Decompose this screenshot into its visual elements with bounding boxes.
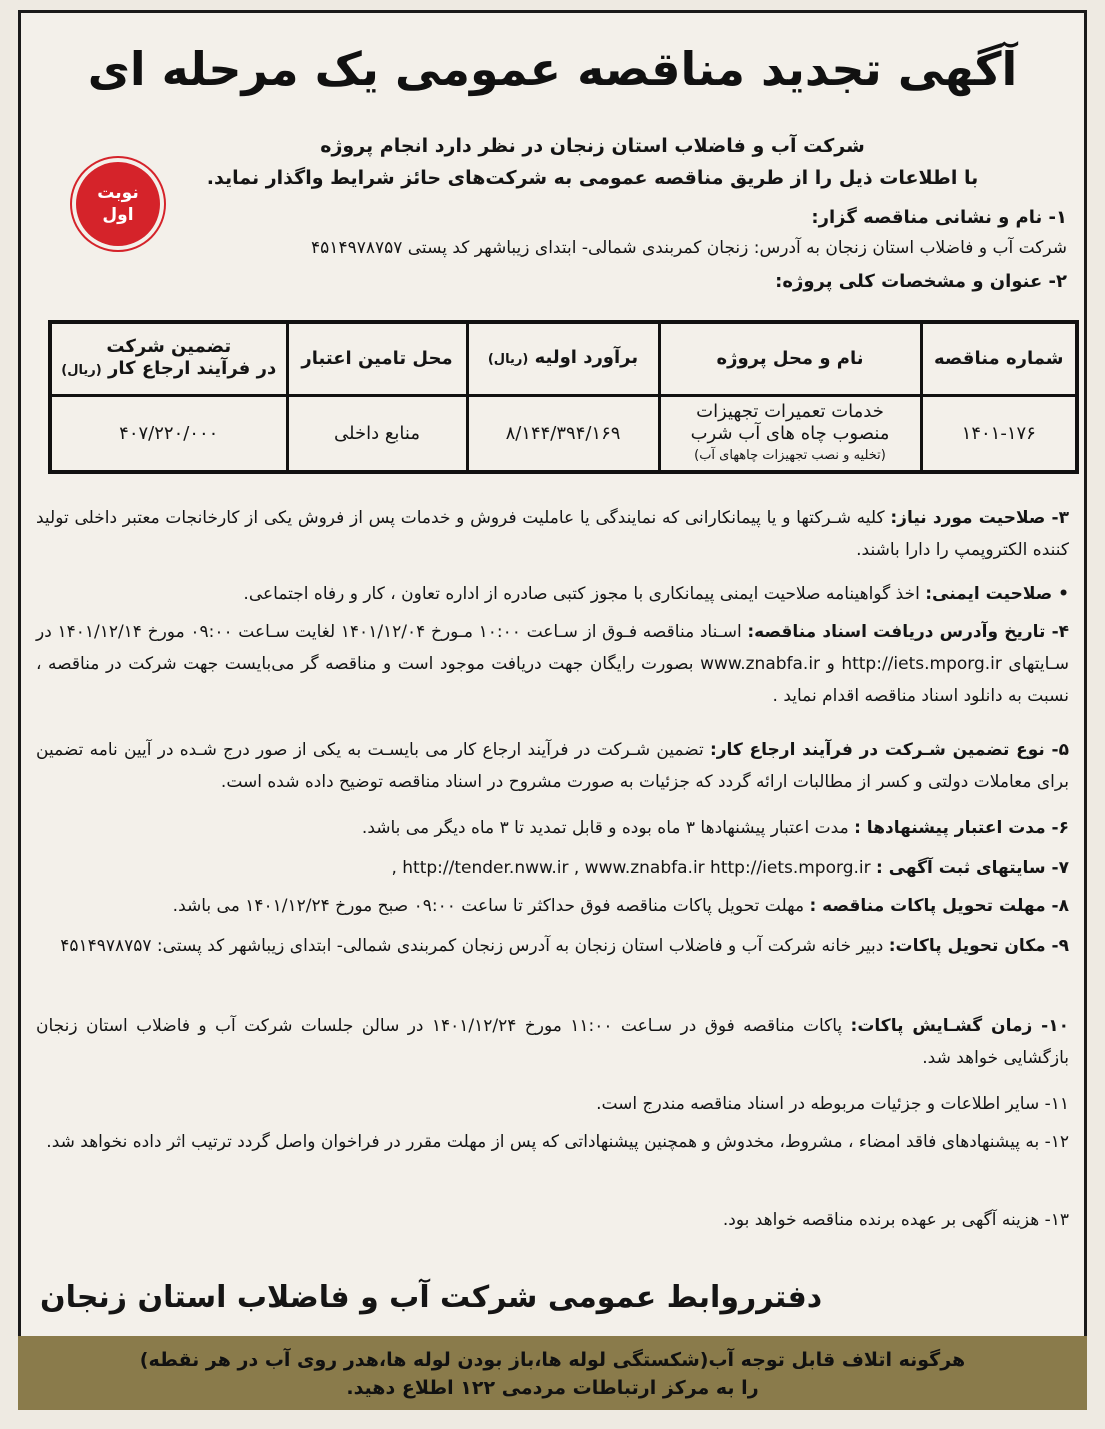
item-10: ۱۰- زمان گشـایش پاکات: پاکات مناقصه فوق در سـاعت ۱۱:۰۰ مورخ ۱۴۰۱/۱۲/۲۴ در سالن جلسات شرکت آب و فاضلاب استان زنجان بازگشایی خواهد شد.	[36, 1016, 1069, 1068]
banner-line-2: را به مرکز ارتباطات مردمی ۱۲۲ اطلاع دهید.	[346, 1377, 759, 1399]
cell-estimate: ۸/۱۴۴/۳۹۴/۱۶۹	[467, 396, 659, 473]
header-guarantee-line-1: تضمین شرکت	[106, 336, 232, 357]
item-7: ۷- سایتهای ثبت آگهی : http://tender.nww.ir , www.znabfa.ir http://iets.mporg.ir ,	[391, 858, 1069, 878]
banner-line-1: هرگونه اتلاف قابل توجه آب(شکستگی لوله ها،باز بودن لوله ها،هدر روی آب در هر نقطه)	[139, 1349, 966, 1371]
cell-guarantee: ۴۰۷/۲۲۰/۰۰۰	[50, 396, 287, 473]
header-guarantee	[50, 322, 287, 396]
cell-funding: منابع داخلی	[287, 396, 467, 473]
cell-number: ۱۴۰۱-۱۷۶	[921, 396, 1077, 473]
header-project: نام و محل پروژه	[659, 322, 921, 396]
badge-line-1: نوبت	[97, 183, 139, 203]
notice-title: آگهی تجدید مناقصه عمومی یک مرحله ای	[87, 42, 1018, 96]
header-estimate-unit: (ریال)	[487, 352, 529, 367]
item-8: ۸- مهلت تحویل پاکات مناقصه : مهلت تحویل پاکات مناقصه فوق حداکثر تا ساعت ۰۹:۰۰ صبح مورخ ۱۴۰۱/۱۲/۲۴ می باشد.	[172, 896, 1069, 916]
item-11: ۱۱- سایر اطلاعات و جزئیات مربوطه در اسناد مناقصه مندرج است.	[596, 1094, 1069, 1114]
header-funding: محل تامین اعتبار	[287, 322, 467, 396]
intro-text	[140, 130, 1045, 194]
item-3: ۳- صلاحیت مورد نیاز: کلیه شـرکتها و یا پیمانکارانی که نمایندگی یا عاملیت فروش و خدمات پس از فروش یکی از کارخانجات معتبر داخلی تولید کننده الکتروپمپ را دارا باشند.	[36, 508, 1069, 560]
intro-line-1: شرکت آب و فاضلاب استان زنجان در نظر دارد انجام پروژه	[320, 135, 865, 157]
header-guarantee-unit: (ریال)	[61, 363, 102, 378]
cell-project-line-3: (تخلیه و نصب تجهیزات چاههای آب)	[694, 447, 886, 463]
section-1-heading: ۱- نام و نشانی مناقصه گزار:	[811, 207, 1067, 228]
signature: دفترروابط عمومی شرکت آب و فاضلاب استان زنجان	[40, 1280, 823, 1315]
header-estimate-label: برآورد اولیه	[534, 347, 639, 368]
item-9: ۹- مکان تحویل پاکات: دبیر خانه شرکت آب و فاضلاب استان زنجان به آدرس زنجان کمربندی شمالی- ابتدای زیباشهر کد پستی: ۴۵۱۴۹۷۸۷۵۷	[60, 936, 1069, 956]
badge-line-2: اول	[102, 205, 134, 225]
header-number: شماره مناقصه	[921, 322, 1077, 396]
item-6: ۶- مدت اعتبار پیشنهادها : مدت اعتبار پیشنهادها ۳ ماه بوده و قابل تمدید تا ۳ ماه دیگر می باشد.	[361, 818, 1069, 838]
section-1-text: شرکت آب و فاضلاب استان زنجان به آدرس: زنجان کمربندی شمالی- ابتدای زیباشهر کد پستی ۴۵۱۴۹۷۸۷۵۷	[311, 238, 1067, 258]
item-12: ۱۲- به پیشنهادهای فاقد امضاء ، مشروط، مخدوش و همچنین پیشنهاداتی که پس از مهلت مقرر در فراخوان واصل گردد ترتیب اثر داده نخواهد شد.	[46, 1132, 1069, 1152]
header-guarantee-line-2: در فرآیند ارجاع کار (ریال)	[61, 358, 277, 379]
table-header-row	[50, 322, 1077, 396]
cell-project-line-2: منصوب چاه های آب شرب	[690, 422, 890, 444]
item-4: ۴- تاریخ وآدرس دریافت اسناد مناقصه: اسـناد مناقصه فـوق از سـاعت ۱۰:۰۰ مـورخ ۱۴۰۱/۱۲/۰۴ لغایت سـاعت ۰۹:۰۰ مورخ ۱۴۰۱/۱۲/۱۴ در سـایتهای http://iets.mporg.ir و www.znabfa.ir بصورت رایگان جهت دریافت موجود است و مناقصه گر می‌بایست جهت شرکت در مناقصه ، نسبت به دانلود اسناد مناقصه اقدام نماید .	[36, 622, 1070, 706]
cell-project-line-1: خدمات تعمیرات تجهیزات	[696, 400, 884, 422]
item-13: ۱۳- هزینه آگهی بر عهده برنده مناقصه خواهد بود.	[722, 1210, 1069, 1230]
item-5: ۵- نوع تضمین شـرکت در فرآیند ارجاع کار: تضمین شـرکت در فرآیند ارجاع کار می بایسـت به یکی از صور درج شـده در آیین نامه تضمین برای معاملات دولتی و کسر از مطالبات ارائه گردد که جزئیات به صورت مشروح در اسناد مناقصه توضیح داده شده است.	[36, 740, 1069, 792]
header-estimate	[467, 322, 659, 396]
item-safety: • صلاحیت ایمنی: اخذ گواهینامه صلاحیت ایمنی پیمانکاری با مجوز کتبی صادره از اداره تعاون ، کار و رفاه اجتماعی.	[243, 584, 1069, 604]
intro-line-2: با اطلاعات ذیل را از طریق مناقصه عمومی به شرکت‌های حائز شرایط واگذار نماید.	[206, 167, 979, 189]
section-2-heading: ۲- عنوان و مشخصات کلی پروژه:	[775, 271, 1067, 292]
banner-text	[18, 1346, 1087, 1402]
cell-project	[659, 396, 921, 473]
project-table	[48, 320, 1079, 474]
round-badge	[76, 162, 160, 246]
table-row	[50, 396, 1077, 473]
